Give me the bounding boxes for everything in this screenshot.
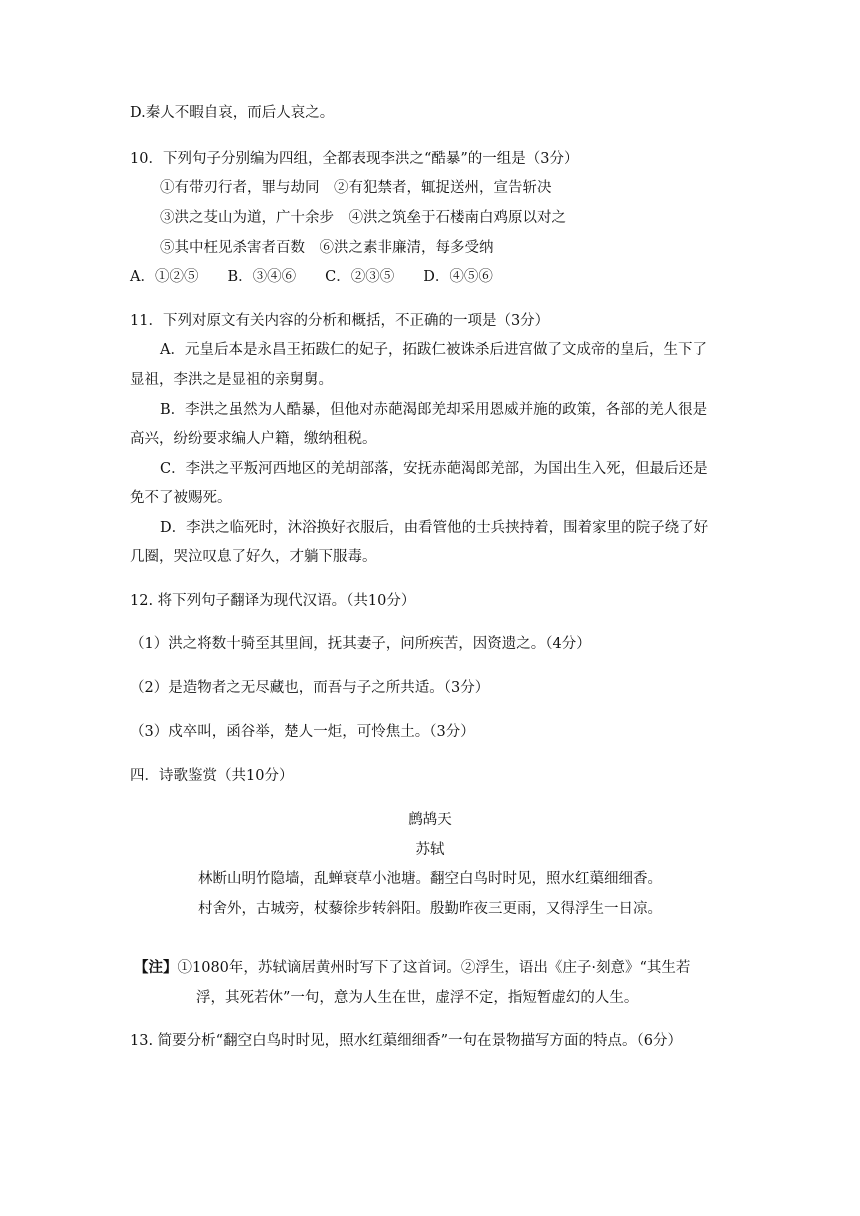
q11-option-c-line-2: 免不了被赐死。 [130,490,232,506]
section-4-heading: 四．诗歌鉴赏（共10分） [130,768,294,784]
note-line-2: 浮，其死若休”一句，意为人生在世，虚浮不定，指短暂虚幻的人生。 [196,990,639,1006]
q11-option-a-line-1: A．元皇后本是永昌王拓跋仁的妃子，拓跋仁被诛杀后进宫做了文成帝的皇后，生下了 [160,342,707,358]
q11-stem: 11．下列对原文有关内容的分析和概括，不正确的一项是（3分） [130,313,550,329]
note-label: 【注】 [134,959,178,976]
q11-option-d-line-2: 几圈，哭泣叹息了好久，才躺下服毒。 [130,549,377,565]
q11-option-c-line-1: C．李洪之平叛河西地区的羌胡部落，安抚赤葩渴郎羌部，为国出生入死，但最后还是 [160,461,708,477]
q12-sentence-1: （1）洪之将数十骑至其里闾，抚其妻子，问所疾苦，因资遗之。（4分） [130,636,591,652]
q10-choice-row-2: ③洪之芟山为道，广十余步 ④洪之筑垒于石楼南白鸡原以对之 [160,210,566,226]
note-text-1: ①1080年，苏轼谪居黄州时写下了这首词。②浮生，语出《庄子·刻意》“其生若 [177,960,691,976]
poem-title: 鹧鸪天 [408,812,452,828]
q12-stem: 12. 将下列句子翻译为现代汉语。（共10分） [130,593,416,609]
q9-option-d: D.秦人不暇自哀，而后人哀之。 [130,105,335,121]
q10-options: A．①②⑤ B．③④⑥ C．②③⑤ D．④⑤⑥ [130,269,493,285]
poem-line-2: 村舍外，古城旁，杖藜徐步转斜阳。殷勤昨夜三更雨，又得浮生一日凉。 [198,901,662,917]
q11-option-a-line-2: 显祖，李洪之是显祖的亲舅舅。 [130,372,333,388]
q11-option-b-line-1: B．李洪之虽然为人酷暴，但他对赤葩渴郎羌却采用恩威并施的政策，各部的羌人很是 [160,402,708,418]
q12-sentence-2: （2）是造物者之无尽藏也，而吾与子之所共适。（3分） [130,680,490,696]
q13-stem: 13. 简要分析“翻空白鸟时时见，照水红蕖细细香”一句在景物描写方面的特点。（6分） [130,1033,682,1049]
q12-sentence-3: （3）戍卒叫，函谷举，楚人一炬，可怜焦土。（3分） [130,724,475,740]
q10-choice-row-3: ⑤其中枉见杀害者百数 ⑥洪之素非廉清，每多受纳 [160,240,494,256]
poem-author: 苏轼 [415,842,445,858]
q10-stem: 10．下列句子分别编为四组，全都表现李洪之“酷暴”的一组是（3分） [130,151,579,167]
note-line-1 [134,958,690,978]
q11-option-b-line-2: 高兴，纷纷要求编人户籍，缴纳租税。 [130,431,377,447]
q10-choice-row-1: ①有带刃行者，罪与劫同 ②有犯禁者，辄捉送州，宣告斩决 [160,180,552,196]
poem-line-1: 林断山明竹隐墙，乱蝉衰草小池塘。翻空白鸟时时见，照水红蕖细细香。 [198,871,662,887]
q11-option-d-line-1: D．李洪之临死时，沐浴换好衣服后，由看管他的士兵挟持着，围着家里的院子绕了好 [160,520,709,536]
